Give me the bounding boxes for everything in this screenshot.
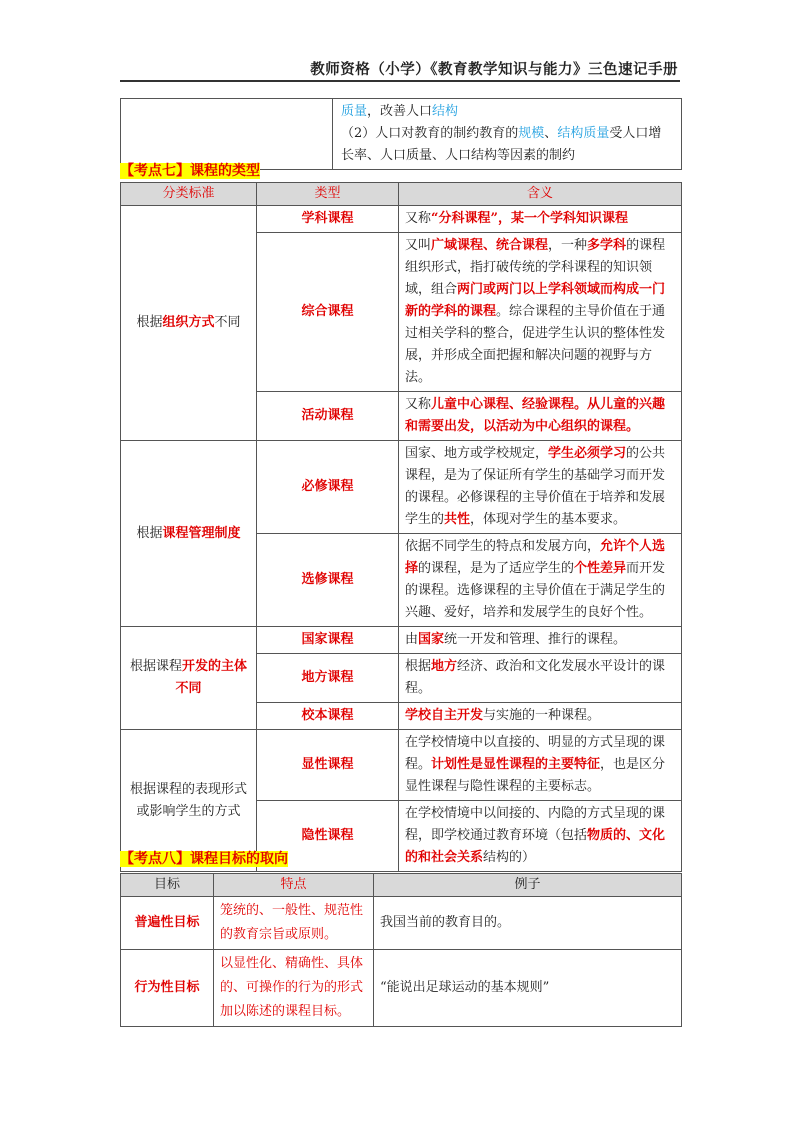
course-goals-table: [120, 873, 682, 1027]
column-header: 例子: [374, 874, 682, 897]
page-header-title: 教师资格（小学）《教育教学知识与能力》三色速记手册: [310, 61, 678, 78]
table-row: [121, 99, 682, 170]
column-header: 特点: [214, 874, 374, 897]
criterion-cell: 根据课程开发的主体不同: [121, 627, 257, 730]
column-header: 分类标准: [121, 183, 257, 206]
criterion-cell: 根据课程管理制度: [121, 441, 257, 627]
table-row: [121, 730, 682, 801]
course-type: 选修课程: [257, 534, 399, 627]
course-type: 地方课程: [257, 654, 399, 703]
table-header-row: [121, 183, 682, 206]
course-type: 活动课程: [257, 392, 399, 441]
criterion-cell: 根据组织方式不同: [121, 206, 257, 441]
course-type: 校本课程: [257, 703, 399, 730]
goal-example: 我国当前的教育目的。: [374, 897, 682, 950]
table-row: [121, 627, 682, 654]
table-row: [121, 897, 682, 950]
goal-feature: 以显性化、精确性、具体的、可操作的行为的形式加以陈述的课程目标。: [214, 950, 374, 1027]
table-row: [121, 441, 682, 534]
goal-name: 普遍性目标: [121, 897, 214, 950]
course-meaning: 根据地方经济、政治和文化发展水平设计的课程。: [399, 654, 682, 703]
course-type: 学科课程: [257, 206, 399, 233]
column-header: 含义: [399, 183, 682, 206]
course-meaning: 国家、地方或学校规定，学生必须学习的公共课程，是为了保证所有学生的基础学习而开发的课程。必修课程的主导价值在于培养和发展学生的共性，体现对学生的基本要求。: [399, 441, 682, 534]
course-meaning: 又称儿童中心课程、经验课程。从儿童的兴趣和需要出发，以活动为中心组织的课程。: [399, 392, 682, 441]
course-meaning: 在学校情境中以间接的、内隐的方式呈现的课程，即学校通过教育环境（包括物质的、文化的和社会关系结构的）: [399, 801, 682, 872]
section-8-title: 【考点八】课程目标的取向: [120, 851, 288, 867]
course-meaning: 依据不同学生的特点和发展方向，允许个人选择的课程，是为了适应学生的个性差异而开发的课程。选修课程的主导价值在于满足学生的兴趣、爱好，培养和发展学生的良好个性。: [399, 534, 682, 627]
course-meaning: 由国家统一开发和管理、推行的课程。: [399, 627, 682, 654]
header-divider: [120, 80, 680, 82]
continuation-text: 质量，改善人口结构 （2）人口对教育的制约教育的规模、结构质量受人口增长率、人口质量、人口结构等因素的制约: [333, 99, 682, 170]
table-header-row: [121, 874, 682, 897]
course-meaning: 学校自主开发与实施的一种课程。: [399, 703, 682, 730]
column-header: 目标: [121, 874, 214, 897]
table-row: [121, 950, 682, 1027]
goal-feature: 笼统的、一般性、规范性的教育宗旨或原则。: [214, 897, 374, 950]
table-row: [121, 206, 682, 233]
goal-name: 行为性目标: [121, 950, 214, 1027]
section-7-title: 【考点七】课程的类型: [120, 163, 260, 179]
course-meaning: 又叫广域课程、统合课程，一种多学科的课程组织形式，指打破传统的学科课程的知识领域，组合两门或两门以上学科领域而构成一门新的学科的课程。综合课程的主导价值在于通过相关学科的整合，促进学生认识的整体性发展，并形成全面把握和解决问题的视野与方法。: [399, 233, 682, 392]
course-types-table: [120, 182, 682, 872]
course-type: 必修课程: [257, 441, 399, 534]
course-meaning: 在学校情境中以直接的、明显的方式呈现的课程。计划性是显性课程的主要特征，也是区分显性课程与隐性课程的主要标志。: [399, 730, 682, 801]
course-type: 国家课程: [257, 627, 399, 654]
empty-cell: [121, 99, 333, 170]
column-header: 类型: [257, 183, 399, 206]
course-type: 显性课程: [257, 730, 399, 801]
course-type: 综合课程: [257, 233, 399, 392]
criterion-cell: 根据课程的表现形式或影响学生的方式: [121, 730, 257, 872]
course-type: 隐性课程: [257, 801, 399, 872]
goal-example: “能说出足球运动的基本规则”: [374, 950, 682, 1027]
course-meaning: 又称“分科课程”，某一个学科知识课程: [399, 206, 682, 233]
